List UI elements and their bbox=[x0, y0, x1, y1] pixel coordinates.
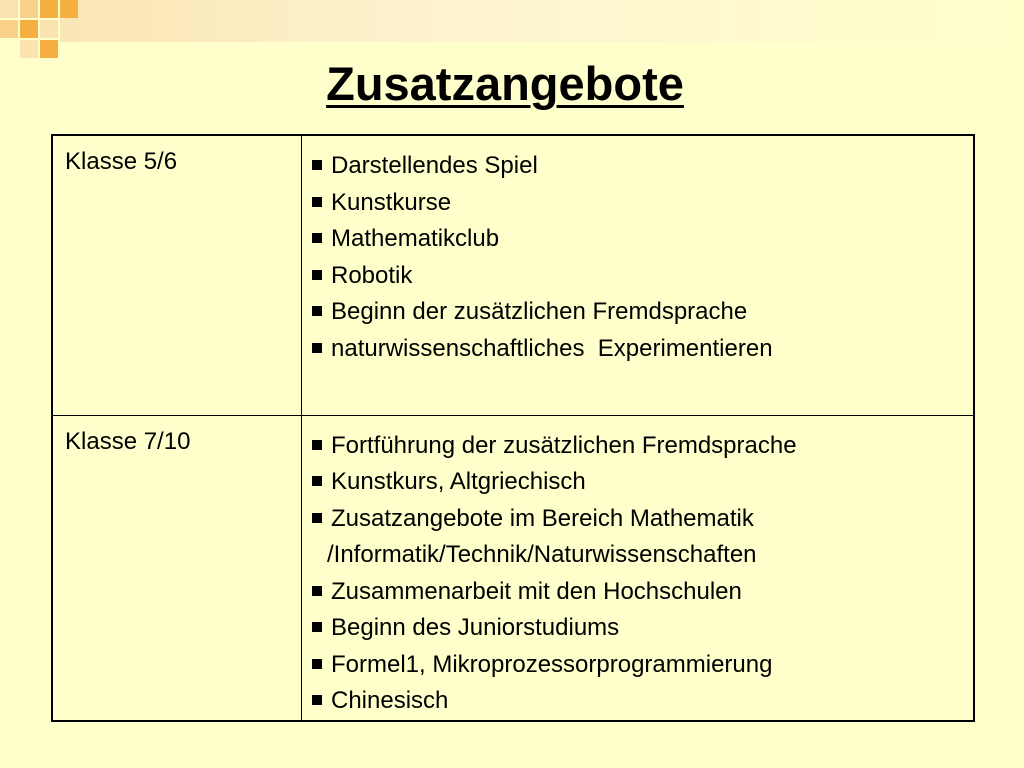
offers-cell bbox=[302, 415, 975, 721]
list-item: Formel1, Mikroprozessorprogrammierung bbox=[312, 647, 973, 684]
bullet-icon bbox=[312, 160, 322, 170]
header-gradient-bar bbox=[60, 0, 1024, 42]
list-item: Kunstkurse bbox=[312, 185, 973, 222]
offers-cell bbox=[302, 135, 975, 415]
bullet-icon bbox=[312, 476, 322, 486]
list-item: Kunstkurs, Altgriechisch bbox=[312, 464, 973, 501]
bullet-icon bbox=[312, 440, 322, 450]
bullet-icon bbox=[312, 233, 322, 243]
offers-table bbox=[51, 134, 975, 722]
list-item: Chinesisch bbox=[312, 683, 973, 720]
bullet-icon bbox=[312, 270, 322, 280]
list-item: naturwissenschaftliches Experimentieren bbox=[312, 331, 973, 368]
list-item: Darstellendes Spiel bbox=[312, 148, 973, 185]
offer-list bbox=[312, 428, 973, 720]
list-item: Mathematikclub bbox=[312, 221, 973, 258]
bullet-icon bbox=[312, 695, 322, 705]
list-item: Beginn der zusätzlichen Fremdsprache bbox=[312, 294, 973, 331]
bullet-icon bbox=[312, 306, 322, 316]
bullet-icon bbox=[312, 622, 322, 632]
slide-title: Zusatzangebote bbox=[326, 57, 684, 110]
list-item: Zusammenarbeit mit den Hochschulen bbox=[312, 574, 973, 611]
bullet-icon bbox=[312, 197, 322, 207]
list-item: Fortführung der zusätzlichen Fremdsprache bbox=[312, 428, 973, 465]
list-item: Zusatzangebote im Bereich Mathematik bbox=[312, 501, 973, 538]
bullet-icon bbox=[312, 659, 322, 669]
offer-list bbox=[312, 148, 973, 367]
grade-cell: Klasse 7/10 bbox=[52, 415, 302, 721]
grade-cell: Klasse 5/6 bbox=[52, 135, 302, 415]
list-item-continuation: /Informatik/Technik/Naturwissenschaften bbox=[327, 541, 757, 568]
bullet-icon bbox=[312, 513, 322, 523]
table-row bbox=[52, 415, 974, 721]
list-item: Beginn des Juniorstudiums bbox=[312, 610, 973, 647]
table-row bbox=[52, 135, 974, 415]
bullet-icon bbox=[312, 343, 322, 353]
bullet-icon bbox=[312, 586, 322, 596]
list-item: Robotik bbox=[312, 258, 973, 295]
